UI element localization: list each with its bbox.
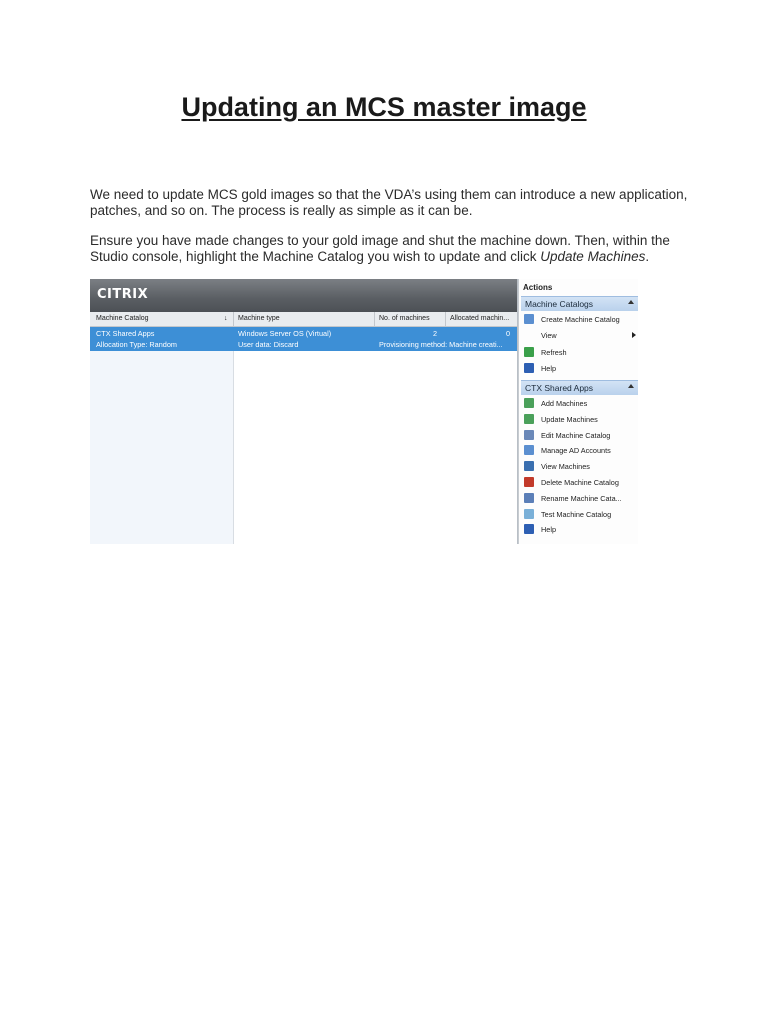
action-view-machines[interactable] xyxy=(523,460,638,474)
refresh-icon xyxy=(524,347,534,357)
user-data: User data: Discard xyxy=(238,340,299,349)
help-icon xyxy=(524,524,534,534)
instruction-paragraph xyxy=(90,233,690,265)
provisioning-method: Provisioning method: Machine creati... xyxy=(379,340,503,349)
delete-catalog-icon xyxy=(524,477,534,487)
add-machines-icon xyxy=(524,398,534,408)
action-create-machine-catalog[interactable] xyxy=(523,313,638,327)
pane-divider xyxy=(518,279,519,544)
manage-ad-icon xyxy=(524,445,534,455)
action-label: View xyxy=(541,331,557,341)
action-label: Update Machines xyxy=(541,414,598,424)
catalog-table-header xyxy=(90,312,518,327)
group-label: CTX Shared Apps xyxy=(525,383,594,393)
studio-screenshot xyxy=(90,279,638,544)
sort-icon: ↓ xyxy=(224,315,228,322)
action-label: Help xyxy=(541,525,557,535)
action-label: Edit Machine Catalog xyxy=(541,430,611,440)
studio-header-bar xyxy=(90,279,518,312)
collapse-icon[interactable] xyxy=(628,384,634,388)
action-test-machine-catalog[interactable] xyxy=(523,508,638,522)
group-machine-catalogs[interactable] xyxy=(521,296,638,311)
allocation-type: Allocation Type: Random xyxy=(96,340,177,349)
help-icon xyxy=(524,363,534,373)
collapse-icon[interactable] xyxy=(628,300,634,304)
instruction-emphasis: Update Machines xyxy=(540,249,646,264)
actions-header: Actions xyxy=(523,283,553,292)
catalog-name: CTX Shared Apps xyxy=(96,329,155,338)
action-help[interactable] xyxy=(523,523,638,537)
machine-count: 2 xyxy=(433,329,438,338)
view-machines-icon xyxy=(524,461,534,471)
instruction-text: Ensure you have made changes to your gold image and shut the machine down. Then, within the Studio console, highlight the Machine Catalog you wish to update and click xyxy=(90,233,670,264)
edit-catalog-icon xyxy=(524,430,534,440)
column-header-machine-count[interactable]: No. of machines xyxy=(379,315,430,322)
action-label: Manage AD Accounts xyxy=(541,446,611,456)
action-label: Test Machine Catalog xyxy=(541,509,612,519)
action-add-machines[interactable] xyxy=(523,397,638,411)
create-catalog-icon xyxy=(524,314,534,324)
action-label: Delete Machine Catalog xyxy=(541,478,619,487)
action-manage-ad-accounts[interactable] xyxy=(523,444,638,458)
action-refresh[interactable] xyxy=(523,346,638,360)
action-view[interactable] xyxy=(523,329,638,343)
column-header-machine-type[interactable]: Machine type xyxy=(238,315,280,322)
page-title: Updating an MCS master image xyxy=(181,92,587,122)
update-machines-icon xyxy=(524,414,534,424)
action-label: Refresh xyxy=(541,347,567,357)
action-label: Add Machines xyxy=(541,399,588,408)
action-update-machines[interactable] xyxy=(523,413,638,427)
action-delete-machine-catalog[interactable] xyxy=(523,476,638,490)
action-label: View Machines xyxy=(541,462,590,472)
left-pane xyxy=(90,351,234,544)
action-edit-machine-catalog[interactable] xyxy=(523,429,638,443)
instruction-end: . xyxy=(645,249,650,264)
group-ctx-shared-apps[interactable] xyxy=(521,380,638,395)
action-label: Rename Machine Cata... xyxy=(541,493,622,503)
submenu-arrow-icon xyxy=(632,332,636,338)
action-rename-machine-cata[interactable] xyxy=(523,492,638,506)
test-catalog-icon xyxy=(524,509,534,519)
column-header-allocated[interactable]: Allocated machin... xyxy=(450,315,510,322)
column-header-machine-catalog[interactable]: Machine Catalog xyxy=(96,315,149,322)
catalog-row-selected[interactable] xyxy=(90,327,518,351)
intro-paragraph: We need to update MCS gold images so that the VDA’s using them can introduce a new application, patches, and so on. The process is really as simple as it can be. xyxy=(90,187,688,218)
allocated-count: 0 xyxy=(506,329,511,338)
group-label: Machine Catalogs xyxy=(525,299,594,309)
actions-pane xyxy=(517,279,638,544)
rename-catalog-icon xyxy=(524,493,534,503)
action-label: Create Machine Catalog xyxy=(541,315,620,324)
citrix-logo: CITRIX xyxy=(97,287,149,302)
action-label: Help xyxy=(541,363,557,373)
machine-type: Windows Server OS (Virtual) xyxy=(238,329,332,338)
action-help[interactable] xyxy=(523,362,638,376)
